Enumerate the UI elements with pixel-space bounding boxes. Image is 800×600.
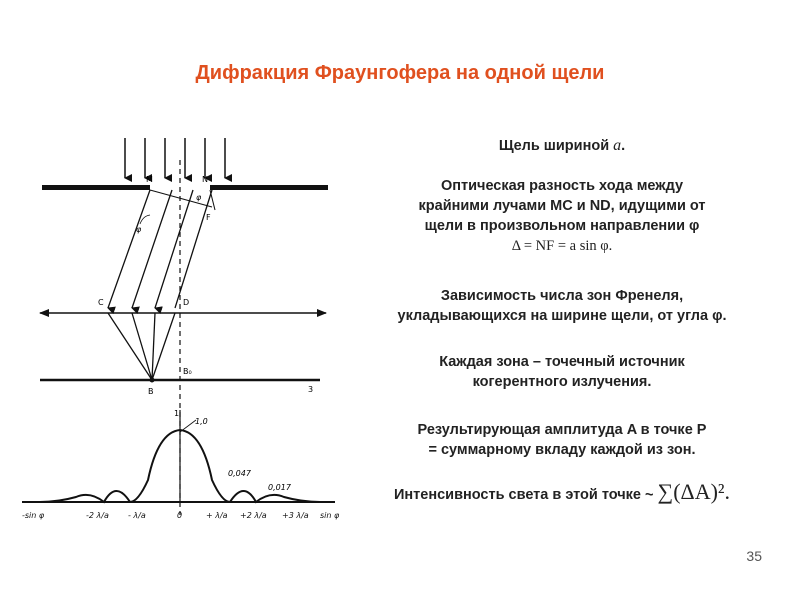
angle-arc: [140, 215, 150, 224]
note-6-text: Интенсивность света в этой точке ~: [394, 487, 654, 503]
tick-zero: 0: [177, 511, 183, 520]
label-peak-3: 0,017: [268, 483, 291, 492]
label-f: F: [206, 213, 211, 222]
label-phi-left: φ: [136, 225, 142, 234]
peak-leader: [180, 420, 196, 432]
point-b: [150, 378, 155, 383]
label-1: 1: [174, 409, 180, 418]
page-number: 35: [746, 548, 762, 564]
label-3: 3: [308, 385, 314, 394]
note-2-line-1: Оптическая разность хода между: [440, 178, 684, 194]
tick-pos-1: + λ/a: [206, 511, 228, 520]
label-peak-2: 0,047: [228, 469, 251, 478]
note-2-line-3: щели в произвольном направлении φ: [424, 218, 700, 234]
label-d: D: [183, 298, 190, 307]
tick-neg-1: - λ/a: [128, 511, 146, 520]
label-c: C: [98, 298, 104, 307]
note-4-line-2: когерентного излучения.: [472, 374, 652, 390]
label-peak-1: 1,0: [195, 417, 208, 426]
note-amplitude: [352, 420, 772, 460]
note-intensity: [352, 479, 772, 505]
note-5-line-2: = суммарному вкладу каждой из зон.: [428, 442, 696, 458]
note-3-line-2: укладывающихся на ширине щели, от угла φ.: [397, 308, 727, 324]
note-path-difference: [352, 176, 772, 256]
note-6-formula: ∑(ΔA)².: [657, 479, 730, 504]
note-2-line-2: крайними лучами MC и ND, идущими от: [418, 198, 706, 214]
note-1-end: .: [621, 138, 626, 154]
note-5-line-1: Результирующая амплитуда A в точке P: [417, 422, 707, 438]
focused-rays: [108, 313, 175, 380]
note-3-line-1: Зависимость числа зон Френеля,: [440, 288, 684, 304]
nf-perpendicular: [150, 190, 212, 207]
label-n: N: [202, 175, 208, 184]
tick-pos-2: +2 λ/a: [240, 511, 267, 520]
label-m: M: [146, 175, 153, 184]
tick-neg-2: -2 λ/a: [86, 511, 109, 520]
tick-pos-3: +3 λ/a: [282, 511, 309, 520]
incident-rays: [125, 138, 225, 178]
note-2-formula: Δ = NF = a sin φ.: [511, 238, 613, 254]
note-1-symbol: a: [613, 137, 622, 154]
note-point-source: [352, 352, 772, 392]
note-1-text: Щель шириной: [498, 138, 614, 154]
diffracted-rays: [108, 190, 212, 308]
label-b0: B₀: [183, 367, 192, 376]
tick-neg-sin: -sin φ: [22, 511, 45, 520]
label-b: B: [148, 387, 154, 396]
tick-sin: sin φ: [320, 511, 340, 520]
note-fresnel-zones: [352, 286, 772, 326]
page-title: Дифракция Фраунгофера на одной щели: [195, 62, 605, 84]
note-slit-width: [352, 136, 772, 156]
diffraction-figure: [0, 120, 360, 540]
slit-screen: [42, 185, 328, 190]
note-4-line-1: Каждая зона – точечный источник: [439, 354, 685, 370]
label-phi-top: φ: [196, 193, 202, 202]
slit-diagram: [0, 120, 360, 540]
